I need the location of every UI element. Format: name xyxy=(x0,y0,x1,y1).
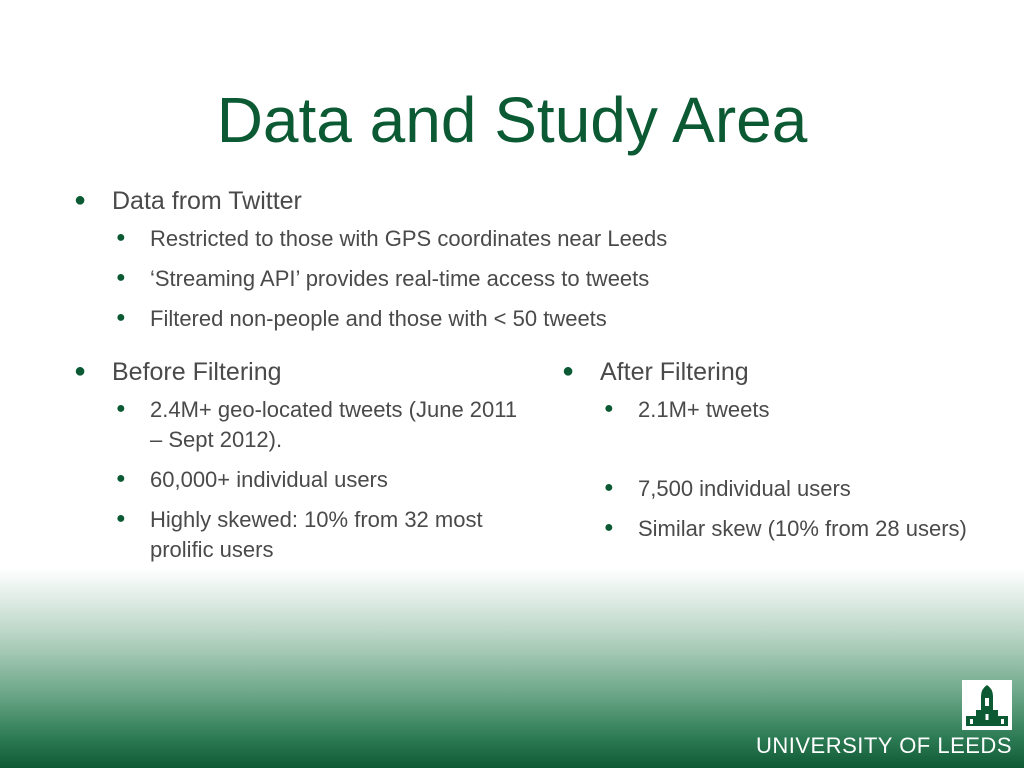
after-filtering-column xyxy=(560,357,980,554)
sub-bullet-list xyxy=(600,395,980,544)
parkinson-tower-icon xyxy=(962,680,1012,730)
top-bullet-list xyxy=(72,186,972,344)
slide-title: Data and Study Area xyxy=(216,84,808,156)
university-name: UNIVERSITY OF LEEDS xyxy=(755,733,1012,758)
sub-bullet-list xyxy=(112,224,972,334)
bullet-heading: Before Filtering xyxy=(112,358,282,386)
sub-bullet: ● 60,000+ individual users xyxy=(112,465,532,495)
bullet-before-filtering xyxy=(72,357,532,565)
sub-bullet: ● 7,500 individual users xyxy=(600,474,980,504)
sub-bullet: ● Restricted to those with GPS coordinates near Leeds xyxy=(112,224,972,254)
sub-bullet: ● 2.4M+ geo-located tweets (June 2011 – Sept 2012). xyxy=(112,395,532,455)
bullet-data-from-twitter xyxy=(72,186,972,334)
bullet-heading: Data from Twitter xyxy=(112,187,302,215)
sub-bullet: ● Filtered non-people and those with < 50 tweets xyxy=(112,304,972,334)
sub-bullet: ● 2.1M+ tweets xyxy=(600,395,980,425)
sub-bullet: ● Highly skewed: 10% from 32 most prolific users xyxy=(112,505,532,565)
sub-bullet: ● ‘Streaming API’ provides real-time access to tweets xyxy=(112,264,972,294)
bullet-heading: After Filtering xyxy=(600,358,749,386)
sub-bullet: ● Similar skew (10% from 28 users) xyxy=(600,514,980,544)
before-filtering-column xyxy=(72,357,532,575)
university-logo xyxy=(962,680,1012,730)
sub-bullet-list xyxy=(112,395,532,565)
bullet-after-filtering xyxy=(560,357,980,544)
